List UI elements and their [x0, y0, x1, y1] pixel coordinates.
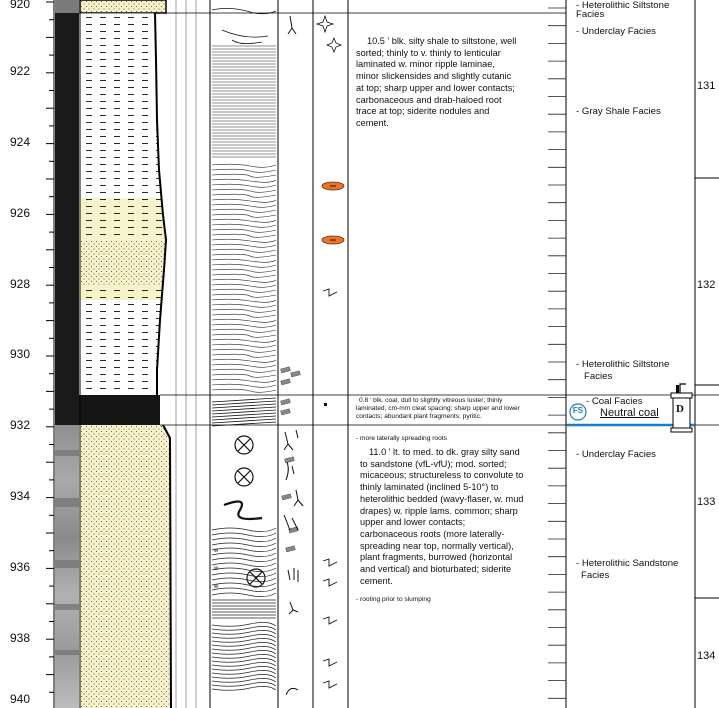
description-line: at top; sharp upper and lower contacts;	[356, 82, 515, 93]
facies-underclay-bottom: - Underclay Facies	[576, 449, 656, 460]
color-column	[55, 0, 79, 708]
lamination-line	[212, 344, 276, 347]
depth-label: 940	[9, 692, 30, 706]
lamination-line	[212, 269, 276, 272]
lamination-line	[212, 259, 276, 262]
lamination-line	[212, 374, 276, 377]
description-line: plant fragments, burrowed (horizontal	[360, 552, 513, 563]
wavy-lamination	[212, 626, 276, 630]
lamination-line	[212, 239, 276, 242]
lamination-line	[212, 289, 276, 292]
cycle-number: 131	[697, 80, 716, 92]
description-line: upper and lower contacts;	[360, 517, 466, 528]
neutral-coal-label: Neutral coal	[600, 407, 659, 419]
lamination-line	[212, 194, 276, 197]
wavy-lamination	[212, 658, 276, 662]
wavy-lamination	[212, 682, 276, 686]
depth-label: 936	[9, 560, 30, 574]
facies-heterolithic-siltstone-mid	[576, 359, 669, 382]
facies-line: - Heterolithic Sandstone	[576, 558, 679, 569]
description-line: spreading near top, normally vertical),	[360, 540, 514, 551]
wavy-lamination	[212, 686, 276, 690]
lamination-line	[212, 214, 276, 217]
description-line: drapes) w. ripple lams. common; sharp	[360, 505, 518, 516]
cycle-number: 133	[697, 496, 716, 508]
facies-coal: - Coal Facies	[586, 396, 643, 407]
description-line: carbonaceous and drab-haloed root	[356, 94, 502, 105]
facies-heterolithic-siltstone-top	[576, 0, 669, 20]
wavy-lamination	[212, 646, 276, 650]
depth-label: 924	[9, 135, 30, 149]
depth-label: 928	[9, 277, 30, 291]
lamination-line	[212, 284, 276, 287]
depth-label: 934	[9, 489, 30, 503]
depth-label: 932	[9, 418, 30, 432]
wavy-lamination	[212, 634, 276, 638]
ripple-lamination	[212, 583, 276, 587]
lamination-line	[212, 274, 276, 277]
lamination-line	[212, 209, 276, 212]
description-shale	[356, 36, 556, 130]
description-line: to sandstone (vfL-vfU); mod. sorted;	[360, 458, 507, 469]
lamination-line	[212, 174, 276, 177]
note-spreading-roots: - more laterally spreading roots	[356, 435, 447, 442]
lamination-line	[212, 249, 276, 252]
depth-label: 922	[9, 64, 30, 78]
fs-badge: FS	[572, 406, 584, 415]
wavy-lamination	[212, 670, 276, 674]
ripple-lamination	[212, 593, 276, 597]
ripple-lamination	[212, 578, 276, 582]
description-line: laminated w. minor ripple laminae,	[356, 59, 495, 70]
lamination-line	[212, 384, 276, 387]
wavy-lamination	[212, 622, 276, 626]
lamination-line	[212, 349, 276, 352]
svg-text:w: w	[214, 566, 219, 572]
depth-label: 938	[9, 631, 30, 645]
lamination-line	[212, 179, 276, 182]
description-line: 10.5 ' blk. silty shale to siltstone, well	[367, 36, 517, 46]
description-line: 11.0 ' lt. to med. to dk. gray silty sand	[369, 447, 520, 457]
wavy-lamination	[212, 654, 276, 658]
structures-column	[212, 8, 276, 690]
lamination-line	[212, 169, 276, 172]
ripple-lamination	[212, 558, 276, 562]
cycle-number: 132	[697, 279, 716, 291]
accessories-column	[317, 16, 344, 688]
wavy-lamination	[212, 666, 276, 670]
note-rooting-slumping: - rooting prior to slumping	[356, 596, 431, 603]
ripple-lamination	[212, 543, 276, 547]
lamination-line	[212, 244, 276, 247]
lamination-line	[212, 219, 276, 222]
lamination-line	[212, 294, 276, 297]
svg-text:w: w	[214, 584, 219, 590]
ripple-lamination	[212, 573, 276, 577]
facies-heterolithic-sandstone	[576, 558, 678, 581]
lamination-line	[212, 314, 276, 317]
lamination-line	[212, 224, 276, 227]
lithology-column	[79, 0, 171, 708]
lamination-line	[212, 354, 276, 357]
wavy-lamination	[212, 678, 276, 682]
description-line: thinly laminated (inclined 5-10°) to	[360, 482, 499, 493]
description-line: contacts; abundant plant fragments; pyritic.	[356, 413, 482, 421]
description-line: cement.	[360, 575, 393, 586]
lamination-line	[212, 204, 276, 207]
description-line: carbonaceous roots (more laterally-	[360, 528, 505, 539]
ripple-lamination	[212, 538, 276, 542]
lamination-line	[212, 264, 276, 267]
lamination-line	[212, 329, 276, 332]
facies-line: - Heterolithic Siltstone	[576, 359, 670, 370]
description-line: trace at top; siderite nodules and	[356, 106, 490, 117]
description-line: heterolithic bedded (wavy-flaser, w. mud	[360, 493, 524, 504]
lamination-line	[212, 254, 276, 257]
wavy-lamination	[212, 650, 276, 654]
description-line: micaceous; structureless to convolute to	[360, 470, 524, 481]
wavy-lamination	[212, 662, 276, 666]
facies-line: Facies	[584, 370, 613, 382]
description-line: sorted; thinly to v. thinly to lenticular	[356, 47, 501, 58]
roots-fossils-column	[281, 16, 303, 695]
description-sandstone	[360, 447, 560, 587]
wavy-lamination	[212, 674, 276, 678]
lamination-line	[212, 339, 276, 342]
lamination-line	[212, 234, 276, 237]
facies-line: - Heterolithic Siltstone	[576, 0, 670, 11]
lamination-line	[212, 279, 276, 282]
ripple-lamination	[212, 588, 276, 592]
ripple-lamination	[212, 568, 276, 572]
ripple-lamination	[212, 528, 276, 532]
lamination-line	[212, 229, 276, 232]
depth-label: 930	[9, 347, 30, 361]
ripple-lamination	[212, 548, 276, 552]
lamination-line	[212, 389, 276, 392]
depth-label: 926	[9, 206, 30, 220]
lamination-line	[212, 184, 276, 187]
facies-gray-shale: - Gray Shale Facies	[576, 106, 661, 117]
facies-line: Facies	[576, 8, 605, 20]
lamination-line	[212, 324, 276, 327]
ripple-lamination	[212, 533, 276, 537]
depth-axis	[46, 0, 54, 708]
wavy-lamination	[212, 642, 276, 646]
description-line: minor slickensides and slightly cutanic	[356, 71, 512, 82]
depth-label: 920	[9, 0, 30, 11]
description-line: cement.	[356, 117, 389, 128]
lamination-line	[212, 379, 276, 382]
wavy-lamination	[212, 638, 276, 642]
d-label: D	[676, 403, 684, 415]
description-line: laminated, cm-mm cleat spacing; sharp upper and lower	[356, 405, 520, 413]
lamination-line	[212, 304, 276, 307]
lamination-line	[212, 359, 276, 362]
facies-line: Facies	[581, 569, 610, 581]
description-line: and vertical) and bioturbated; siderite	[360, 564, 512, 575]
lamination-line	[212, 319, 276, 322]
lamination-line	[212, 299, 276, 302]
lamination-line	[212, 199, 276, 202]
description-line: 0.8 ' blk. coal, dull to slightly vitreous luster; thinly	[359, 397, 503, 404]
wavy-lamination	[212, 630, 276, 634]
ripple-lamination	[212, 553, 276, 557]
svg-text:w: w	[214, 548, 219, 554]
lamination-line	[212, 309, 276, 312]
lamination-line	[212, 189, 276, 192]
lamination-line	[212, 164, 276, 167]
cycle-number: 134	[697, 650, 716, 662]
ripple-lamination	[212, 563, 276, 567]
lamination-line	[212, 369, 276, 372]
lamination-line	[212, 334, 276, 337]
lamination-line	[212, 364, 276, 367]
facies-underclay-top: - Underclay Facies	[576, 26, 656, 37]
description-coal	[356, 397, 564, 422]
